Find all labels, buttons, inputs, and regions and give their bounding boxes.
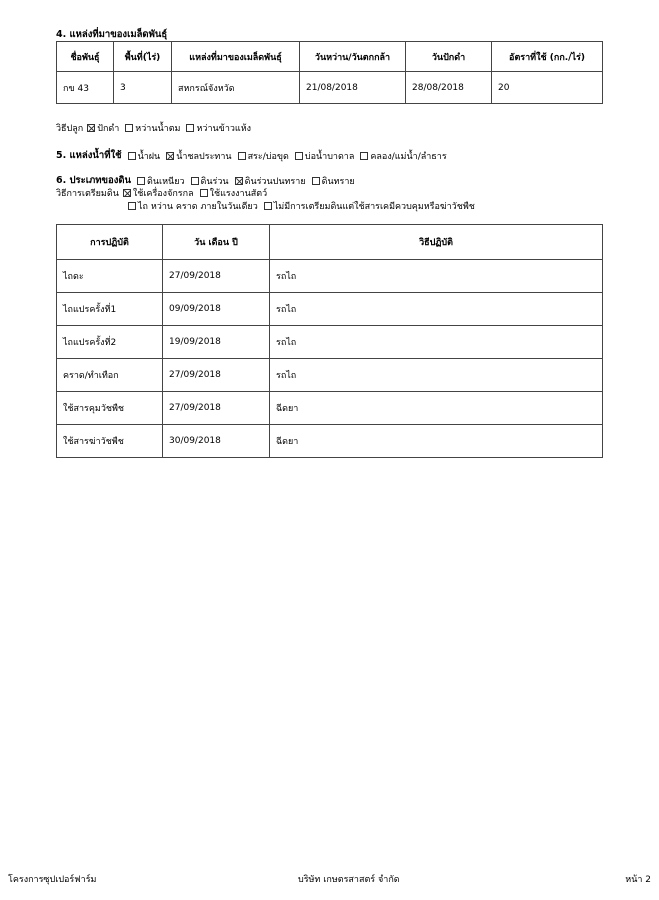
footer-project-name: โครงการซุปเปอร์ฟาร์ม bbox=[8, 875, 97, 885]
cell-method: ฉีดยา bbox=[270, 425, 603, 458]
cell-sowing-date: 21/08/2018 bbox=[300, 72, 406, 104]
header-area: พื้นที่(ไร่) bbox=[114, 42, 172, 72]
cell-transplant-date: 28/08/2018 bbox=[406, 72, 492, 104]
table-row bbox=[57, 392, 603, 425]
checkbox-soil-sandy-loam[interactable] bbox=[235, 177, 243, 185]
option-sand: ดินทราย bbox=[321, 176, 355, 187]
planting-method-line bbox=[56, 121, 253, 135]
cell-practice: ไถดะ bbox=[57, 260, 163, 293]
soil-prep-label: วิธีการเตรียมดิน bbox=[56, 189, 119, 199]
cell-practice: ไถแปรครั้งที่2 bbox=[57, 326, 163, 359]
checkbox-water-rain[interactable] bbox=[128, 152, 136, 160]
cell-date: 30/09/2018 bbox=[163, 425, 270, 458]
option-wet-broadcast: หว่านน้ำตม bbox=[135, 124, 181, 134]
cell-method: รถไถ bbox=[270, 260, 603, 293]
header-seed-rate: อัตราที่ใช้ (กก./ไร่) bbox=[492, 42, 603, 72]
checkbox-prep-same-day[interactable] bbox=[128, 202, 136, 210]
cell-date: 27/09/2018 bbox=[163, 359, 270, 392]
cell-method: รถไถ bbox=[270, 359, 603, 392]
checkbox-prep-machinery[interactable] bbox=[123, 189, 131, 197]
soil-prep-line-1 bbox=[56, 186, 269, 200]
seed-table-header-row bbox=[57, 42, 603, 72]
header-method: วิธีปฏิบัติ bbox=[270, 225, 603, 260]
checkbox-planting-transplant[interactable] bbox=[87, 124, 95, 132]
practice-table bbox=[56, 224, 603, 458]
practice-table-header-row bbox=[57, 225, 603, 260]
checkbox-water-groundwater[interactable] bbox=[295, 152, 303, 160]
cell-practice: ใช้สารฆ่าวัชพืช bbox=[57, 425, 163, 458]
section6-title: 6. ประเภทของดิน bbox=[56, 175, 132, 186]
cell-method: รถไถ bbox=[270, 293, 603, 326]
checkbox-soil-clay[interactable] bbox=[137, 177, 145, 185]
checkbox-planting-wet-broadcast[interactable] bbox=[125, 124, 133, 132]
option-transplant: ปักดำ bbox=[97, 124, 120, 134]
option-groundwater: บ่อน้ำบาดาล bbox=[304, 151, 355, 162]
checkbox-soil-sand[interactable] bbox=[312, 177, 320, 185]
table-row bbox=[57, 326, 603, 359]
option-pond: สระ/บ่อขุด bbox=[247, 151, 289, 162]
footer-page-number: หน้า 2 bbox=[625, 875, 651, 885]
cell-practice: ใช้สารคุมวัชพืช bbox=[57, 392, 163, 425]
cell-date: 09/09/2018 bbox=[163, 293, 270, 326]
checkbox-prep-animal[interactable] bbox=[200, 189, 208, 197]
checkbox-water-canal[interactable] bbox=[360, 152, 368, 160]
option-animal: ใช้แรงงานสัตว์ bbox=[209, 189, 268, 199]
cell-practice: ไถแปรครั้งที่1 bbox=[57, 293, 163, 326]
header-date: วัน เดือน ปี bbox=[163, 225, 270, 260]
checkbox-soil-loam[interactable] bbox=[191, 177, 199, 185]
cell-method: รถไถ bbox=[270, 326, 603, 359]
section5-title: 5. แหล่งน้ำที่ใช้ bbox=[56, 150, 122, 161]
water-source-line bbox=[56, 148, 449, 163]
cell-seed-rate: 20 bbox=[492, 72, 603, 104]
cell-date: 27/09/2018 bbox=[163, 392, 270, 425]
soil-prep-line-2 bbox=[124, 199, 477, 213]
seed-table-row bbox=[57, 72, 603, 104]
checkbox-water-irrigation[interactable] bbox=[166, 152, 174, 160]
option-chemical: ไม่มีการเตรียมดินแต่ใช้สารเคมีควบคุมหรือฆ่าวัชพืช bbox=[273, 202, 475, 212]
section4-title: 4. แหล่งที่มาของเมล็ดพันธุ์ bbox=[56, 29, 168, 40]
planting-method-label: วิธีปลูก bbox=[56, 124, 84, 134]
option-machinery: ใช้เครื่องจักรกล bbox=[132, 189, 194, 199]
option-irrigation: น้ำชลประทาน bbox=[176, 151, 232, 162]
header-sowing-date: วันหว่าน/วันตกกล้า bbox=[300, 42, 406, 72]
checkbox-water-pond[interactable] bbox=[238, 152, 246, 160]
table-row bbox=[57, 260, 603, 293]
footer-company-name: บริษัท เกษตรสาสตร์ จำกัด bbox=[298, 875, 400, 885]
cell-practice: คราด/ทำเทือก bbox=[57, 359, 163, 392]
option-same-day: ไถ หว่าน คราด ภายในวันเดียว bbox=[138, 202, 258, 212]
option-loam: ดินร่วน bbox=[200, 176, 229, 187]
option-clay: ดินเหนียว bbox=[147, 176, 185, 187]
table-row bbox=[57, 293, 603, 326]
header-transplant-date: วันปักดำ bbox=[406, 42, 492, 72]
header-seed-source: แหล่งที่มาของเมล็ดพันธุ์ bbox=[172, 42, 300, 72]
option-dry-broadcast: หว่านข้าวแห้ง bbox=[196, 124, 252, 134]
header-practice: การปฏิบัติ bbox=[57, 225, 163, 260]
cell-date: 27/09/2018 bbox=[163, 260, 270, 293]
cell-variety: กข 43 bbox=[57, 72, 114, 104]
cell-method: ฉีดยา bbox=[270, 392, 603, 425]
option-rain: น้ำฝน bbox=[137, 151, 161, 162]
checkbox-prep-chemical[interactable] bbox=[264, 202, 272, 210]
cell-date: 19/09/2018 bbox=[163, 326, 270, 359]
checkbox-planting-dry-broadcast[interactable] bbox=[186, 124, 194, 132]
seed-source-table bbox=[56, 41, 603, 104]
cell-seed-source: สหกรณ์จังหวัด bbox=[172, 72, 300, 104]
table-row bbox=[57, 359, 603, 392]
option-canal: คลอง/แม่น้ำ/ลำธาร bbox=[370, 151, 447, 162]
table-row bbox=[57, 425, 603, 458]
header-variety: ชื่อพันธุ์ bbox=[57, 42, 114, 72]
cell-area: 3 bbox=[114, 72, 172, 104]
option-sandy-loam: ดินร่วนปนทราย bbox=[244, 176, 306, 187]
